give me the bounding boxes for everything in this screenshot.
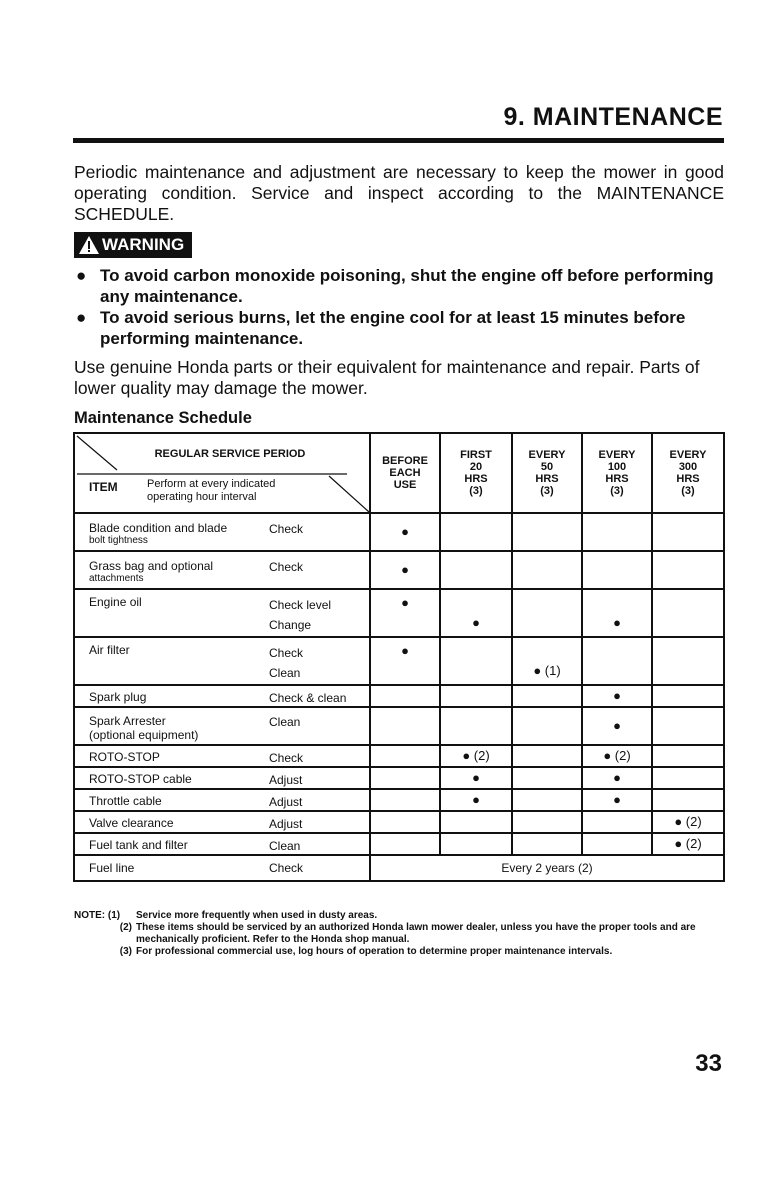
table-row: [74, 685, 724, 707]
item-name: Spark Arrester (optional equipment): [89, 714, 269, 742]
item-actions: [269, 838, 300, 854]
item-name: Engine oil: [89, 594, 142, 609]
service-mark: ●: [613, 615, 621, 630]
interval-cell: [440, 513, 512, 551]
period-header: REGULAR SERVICE PERIOD: [154, 448, 306, 460]
service-mark: ● (2): [603, 748, 631, 763]
interval-cell: [652, 637, 724, 685]
interval-cell: [440, 767, 512, 789]
item-actions: [269, 643, 303, 683]
action-label: Adjust: [269, 816, 303, 831]
item-cell: [74, 707, 370, 745]
service-mark: ●: [472, 792, 480, 807]
service-mark: ●: [401, 524, 409, 539]
item-cell: [74, 685, 370, 707]
interval-cell: [652, 551, 724, 589]
maintenance-schedule-table: [73, 432, 725, 882]
table-row: [74, 855, 724, 881]
item-actions: [269, 750, 303, 766]
item-cell: [74, 833, 370, 855]
action-label: Check: [269, 645, 304, 660]
interval-cell: [652, 789, 724, 811]
item-cell: [74, 767, 370, 789]
warning-item: [74, 265, 724, 307]
table-row: [74, 745, 724, 767]
item-name: ROTO-STOP cable: [89, 771, 192, 786]
item-cell: [74, 789, 370, 811]
interval-cell: [370, 745, 440, 767]
item-cell: [74, 745, 370, 767]
item-header: ITEM: [89, 480, 118, 494]
service-mark: [371, 613, 439, 633]
item-actions: [269, 521, 303, 546]
service-mark: ●: [472, 615, 480, 630]
interval-cell: [512, 745, 582, 767]
item-name: Grass bag and optional attachments: [89, 559, 269, 584]
action-label: Clean: [269, 714, 301, 729]
interval-cell: [652, 589, 724, 637]
service-mark: ●: [613, 688, 621, 703]
warning-triangle-icon: [78, 235, 100, 255]
action-label: Check: [269, 750, 304, 765]
title-rule: [73, 138, 724, 143]
fuel-line-interval: Every 2 years (2): [370, 855, 724, 881]
service-mark: [513, 613, 581, 633]
item-actions: [269, 772, 302, 788]
item-actions: [269, 714, 300, 742]
interval-cell: [512, 551, 582, 589]
interval-cell: [512, 589, 582, 637]
service-mark: ●: [613, 770, 621, 785]
service-mark: ● (1): [533, 663, 561, 678]
service-mark: [653, 661, 723, 681]
column-header: BEFORE EACH USE: [370, 433, 440, 513]
warning-badge: [74, 232, 192, 258]
perform-header: Perform at every indicated operating hour interval: [147, 478, 276, 503]
interval-cell: [512, 767, 582, 789]
interval-cell: [370, 707, 440, 745]
table-row: [74, 707, 724, 745]
interval-cell: [370, 789, 440, 811]
interval-cell: [370, 513, 440, 551]
item-name: Air filter: [89, 642, 130, 657]
action-label: Check & clean: [269, 690, 347, 705]
table-row: [74, 589, 724, 637]
service-mark: [513, 641, 581, 661]
interval-cell: [582, 767, 652, 789]
interval-cell: [440, 637, 512, 685]
table-row: [74, 833, 724, 855]
column-header: EVERY 300 HRS (3): [652, 433, 724, 513]
item-name: Throttle cable: [89, 793, 162, 808]
interval-cell: [582, 513, 652, 551]
interval-cell: [582, 551, 652, 589]
interval-cell: [440, 745, 512, 767]
table-header-row: [74, 433, 724, 513]
item-cell: [74, 551, 370, 589]
action-label: Adjust: [269, 794, 303, 809]
interval-cell: [652, 745, 724, 767]
column-header: EVERY 50 HRS (3): [512, 433, 582, 513]
interval-cell: [512, 811, 582, 833]
table-row: [74, 513, 724, 551]
item-actions: [269, 816, 302, 832]
table-row: [74, 767, 724, 789]
interval-cell: [652, 513, 724, 551]
item-subtext: (optional equipment): [89, 727, 199, 742]
item-subtext: bolt tightness: [89, 535, 148, 546]
interval-cell: [440, 833, 512, 855]
service-mark: [371, 661, 439, 681]
service-mark: [653, 613, 723, 633]
item-name: ROTO-STOP: [89, 749, 160, 764]
table-row: [74, 811, 724, 833]
interval-cell: [440, 589, 512, 637]
interval-cell: [582, 637, 652, 685]
interval-cell: [370, 589, 440, 637]
bullet-icon: ●: [76, 308, 87, 327]
interval-cell: [440, 685, 512, 707]
interval-cell: [370, 767, 440, 789]
interval-cell: [582, 685, 652, 707]
item-cell: [74, 637, 370, 685]
service-mark: ●: [613, 718, 621, 733]
item-cell: [74, 589, 370, 637]
table-corner-header: [74, 433, 370, 513]
service-mark: [653, 593, 723, 613]
service-mark: [441, 593, 511, 613]
service-mark: ●: [401, 562, 409, 577]
interval-cell: [440, 551, 512, 589]
service-mark: ● (2): [674, 836, 702, 851]
interval-cell: [652, 707, 724, 745]
notes-block: [74, 910, 726, 958]
service-mark: [513, 593, 581, 613]
service-mark: [441, 661, 511, 681]
item-name: Valve clearance: [89, 815, 174, 830]
item-name: Spark plug: [89, 689, 147, 704]
service-mark: [653, 641, 723, 661]
column-header: EVERY 100 HRS (3): [582, 433, 652, 513]
interval-cell: [440, 789, 512, 811]
interval-cell: [512, 707, 582, 745]
interval-cell: [512, 513, 582, 551]
note-item: NOTE: (1) Service more frequently when used in dusty areas.: [74, 910, 378, 921]
table-row: [74, 789, 724, 811]
table-body: [74, 513, 724, 881]
item-actions: [269, 595, 331, 635]
interval-cell: [582, 589, 652, 637]
service-mark: [583, 661, 651, 681]
interval-cell: [370, 551, 440, 589]
page-title: 9. MAINTENANCE: [503, 103, 723, 131]
note-item: (2) These items should be serviced by an authorized Honda lawn mower dealer, unless you have the proper tools and are mechanically proficient. Refer to the Honda shop manual.: [119, 922, 696, 945]
interval-cell: [652, 685, 724, 707]
interval-cell: [652, 811, 724, 833]
table-row: [74, 551, 724, 589]
interval-cell: [582, 707, 652, 745]
service-mark: [583, 593, 651, 613]
action-label: Clean: [269, 665, 301, 680]
action-label: Check: [269, 560, 304, 574]
service-mark: ●: [401, 595, 409, 610]
item-name: Fuel line: [89, 861, 135, 875]
interval-cell: [512, 789, 582, 811]
service-mark: ●: [472, 770, 480, 785]
item-actions: [269, 690, 346, 706]
service-mark: [583, 641, 651, 661]
interval-cell: [582, 789, 652, 811]
interval-cell: [370, 833, 440, 855]
column-header: FIRST 20 HRS (3): [440, 433, 512, 513]
action-label: Check level: [269, 597, 332, 612]
intro-paragraph: Periodic maintenance and adjustment are necessary to keep the mower in good operating condition. Service and inspect according to the MAINTENANCE SCHEDULE.: [74, 162, 724, 224]
interval-cell: [652, 833, 724, 855]
schedule-title: Maintenance Schedule: [74, 409, 252, 427]
service-mark: [441, 641, 511, 661]
interval-cell: [370, 637, 440, 685]
bullet-icon: ●: [76, 266, 87, 285]
action-label: Check: [269, 522, 304, 536]
warning-text: To avoid carbon monoxide poisoning, shut the engine off before performing any maintenance.: [100, 266, 714, 306]
action-label: Clean: [269, 838, 301, 853]
action-label: Adjust: [269, 772, 303, 787]
warning-item: [74, 307, 724, 349]
note-item: (3) For professional commercial use, log hours of operation to determine proper maintenance intervals.: [119, 946, 613, 957]
item-name: Fuel tank and filter: [89, 837, 188, 852]
interval-cell: [512, 833, 582, 855]
service-mark: ● (2): [674, 814, 702, 829]
action-label: Check: [269, 861, 304, 875]
warning-text: To avoid serious burns, let the engine cool for at least 15 minutes before performing maintenance.: [100, 308, 686, 348]
table-row: [74, 637, 724, 685]
service-mark: ●: [613, 792, 621, 807]
page-number: 33: [695, 1050, 722, 1077]
item-cell: [74, 855, 370, 881]
interval-cell: [582, 745, 652, 767]
item-cell: [74, 513, 370, 551]
interval-cell: [582, 833, 652, 855]
service-mark: ●: [401, 643, 409, 658]
interval-cell: [652, 767, 724, 789]
action-label: Change: [269, 617, 312, 632]
interval-cell: [512, 685, 582, 707]
interval-cell: [370, 811, 440, 833]
warning-list: [74, 265, 724, 349]
item-cell: [74, 811, 370, 833]
item-actions: [269, 794, 302, 810]
interval-cell: [512, 637, 582, 685]
parts-paragraph: Use genuine Honda parts or their equivalent for maintenance and repair. Parts of lower quality may damage the mower.: [74, 357, 700, 398]
interval-cell: [370, 685, 440, 707]
interval-cell: [440, 707, 512, 745]
service-mark: ● (2): [462, 748, 490, 763]
item-name: Blade condition and blade bolt tightness: [89, 521, 269, 546]
item-subtext: attachments: [89, 573, 144, 584]
warning-label: WARNING: [102, 235, 185, 254]
item-actions: [269, 559, 303, 584]
interval-cell: [582, 811, 652, 833]
interval-cell: [440, 811, 512, 833]
